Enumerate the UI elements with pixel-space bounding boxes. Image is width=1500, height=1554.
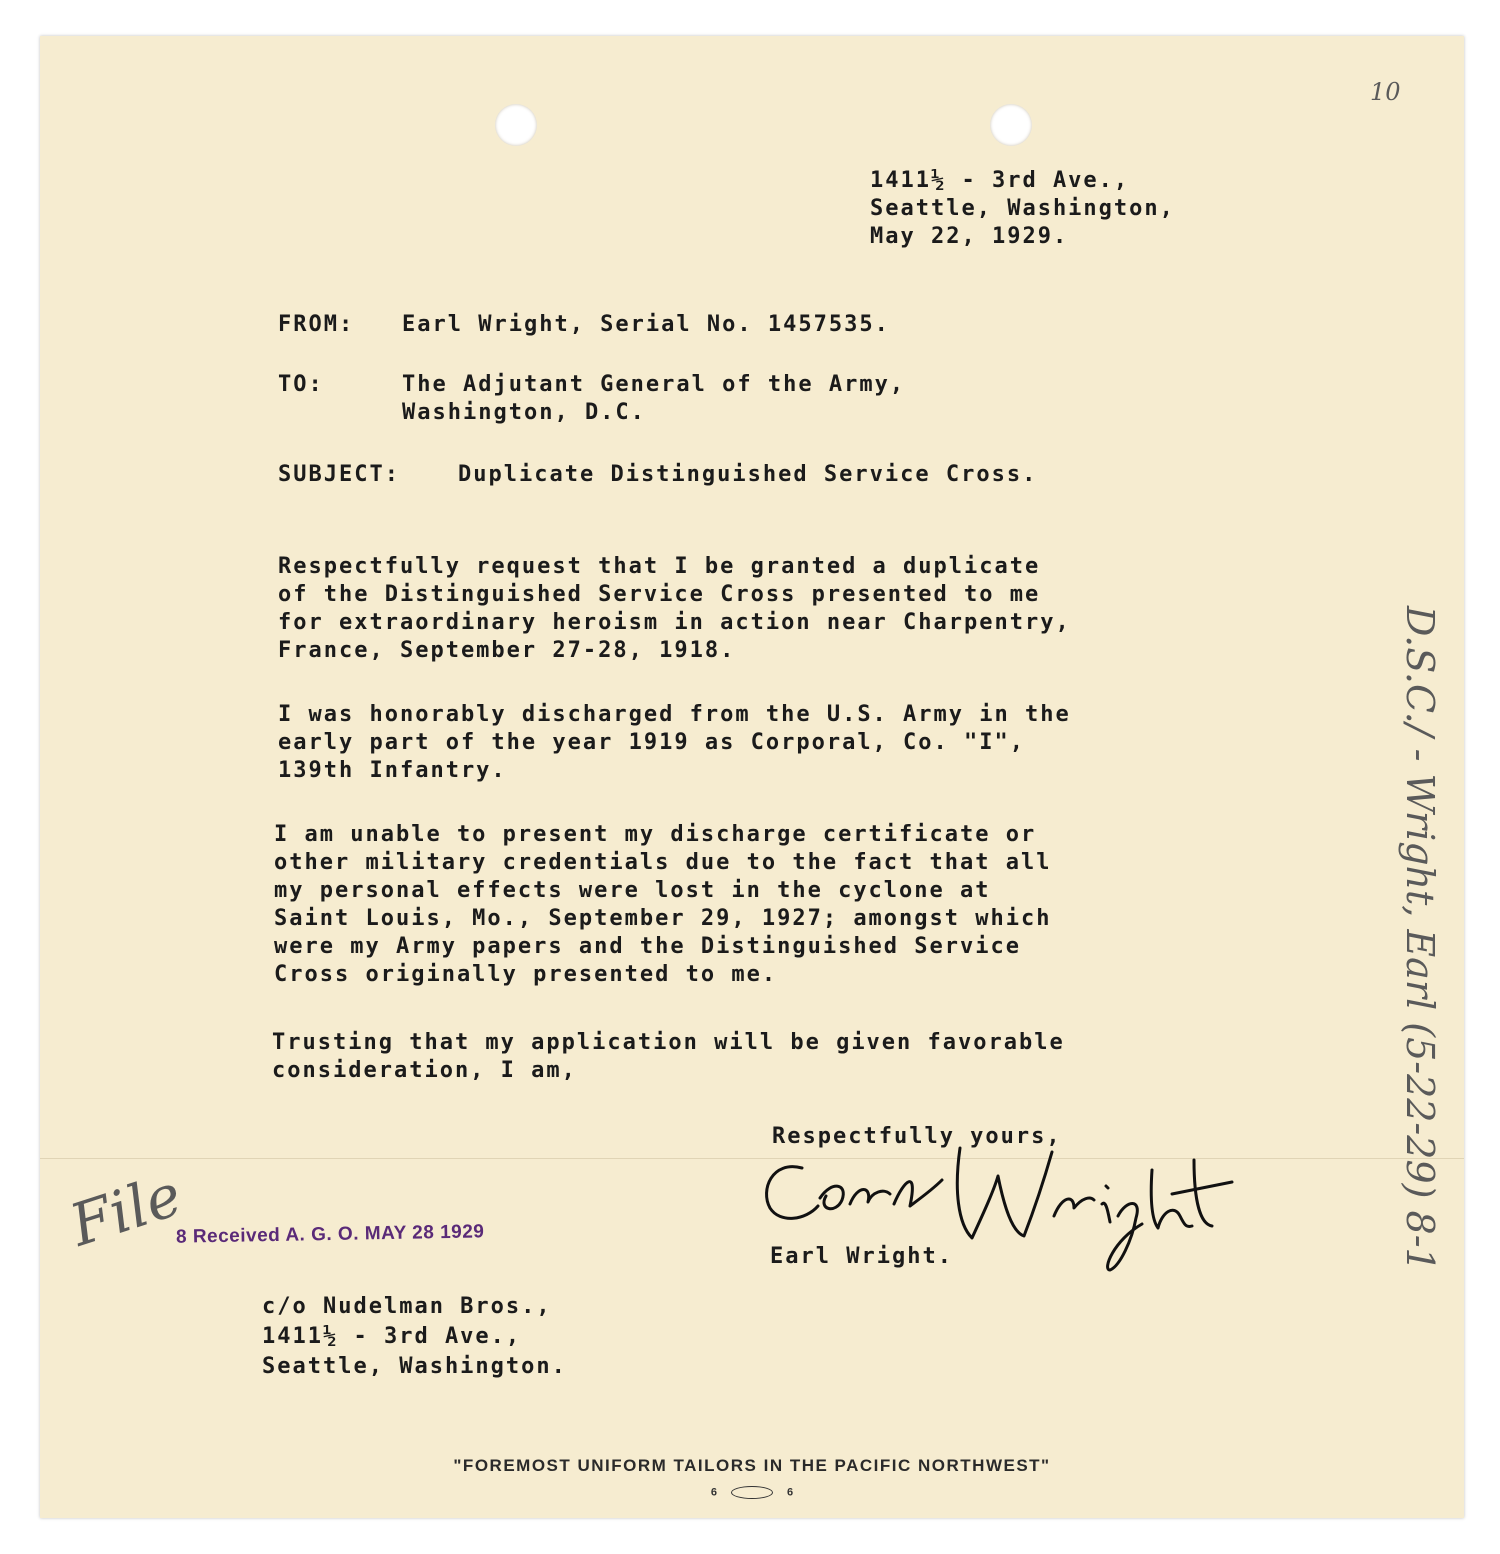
to-line1: The Adjutant General of the Army, (402, 372, 906, 397)
body-line: were my Army papers and the Distinguished Service (274, 934, 1022, 959)
sender-address-line1: 1411½ - 3rd Ave., (870, 168, 1130, 193)
body-line: my personal effects were lost in the cyclone at (274, 878, 991, 903)
return-address-line2: 1411½ - 3rd Ave., (262, 1324, 522, 1349)
closing-salutation: Respectfully yours, (772, 1124, 1062, 1149)
handwritten-signature (722, 1120, 1242, 1300)
return-address-line1: c/o Nudelman Bros., (262, 1294, 552, 1319)
body-line: of the Distinguished Service Cross presented to me (278, 582, 1041, 607)
received-stamp: 8 Received A. G. O. MAY 28 1929 (175, 1221, 485, 1248)
union-number-left: 6 (710, 1486, 717, 1499)
body-line: other military credentials due to the fact that all (274, 850, 1052, 875)
body-line: early part of the year 1919 as Corporal, Co. "I", (278, 730, 1026, 755)
sender-address-line2: Seattle, Washington, (870, 196, 1175, 221)
to-label: TO: (278, 372, 324, 397)
page-number: 10 (1370, 78, 1401, 106)
body-line: I was honorably discharged from the U.S. Army in the (278, 702, 1071, 727)
punch-hole-right (990, 104, 1032, 146)
union-bug-icon (731, 1486, 773, 1499)
body-line: 139th Infantry. (278, 758, 507, 783)
margin-note: D.S.C./ - Wright, Earl (5-22-29) 8-1 (1398, 606, 1442, 1272)
union-number-right: 6 (787, 1486, 794, 1499)
letter-date: May 22, 1929. (870, 224, 1069, 249)
body-line: Trusting that my application will be given favorable (272, 1030, 1065, 1055)
body-line: I am unable to present my discharge certificate or (274, 822, 1037, 847)
subject-label: SUBJECT: (278, 462, 400, 487)
from-value: Earl Wright, Serial No. 1457535. (402, 312, 890, 337)
body-line: consideration, I am, (272, 1058, 577, 1083)
body-line: France, September 27-28, 1918. (278, 638, 736, 663)
subject-value: Duplicate Distinguished Service Cross. (458, 462, 1038, 487)
body-line: for extraordinary heroism in action near Charpentry, (278, 610, 1071, 635)
typed-signature-name: Earl Wright. (770, 1244, 953, 1269)
from-label: FROM: (278, 312, 355, 337)
body-line: Respectfully request that I be granted a duplicate (278, 554, 1041, 579)
letterhead-tagline: "FOREMOST UNIFORM TAILORS IN THE PACIFIC NORTHWEST" (453, 1456, 1051, 1475)
return-address-line3: Seattle, Washington. (262, 1354, 567, 1379)
body-line: Cross originally presented to me. (274, 962, 778, 987)
body-line: Saint Louis, Mo., September 29, 1927; amongst which (274, 906, 1052, 931)
punch-hole-left (495, 104, 537, 146)
union-label (40, 1486, 1464, 1499)
to-line2: Washington, D.C. (402, 400, 646, 425)
file-note: File (62, 1160, 190, 1260)
